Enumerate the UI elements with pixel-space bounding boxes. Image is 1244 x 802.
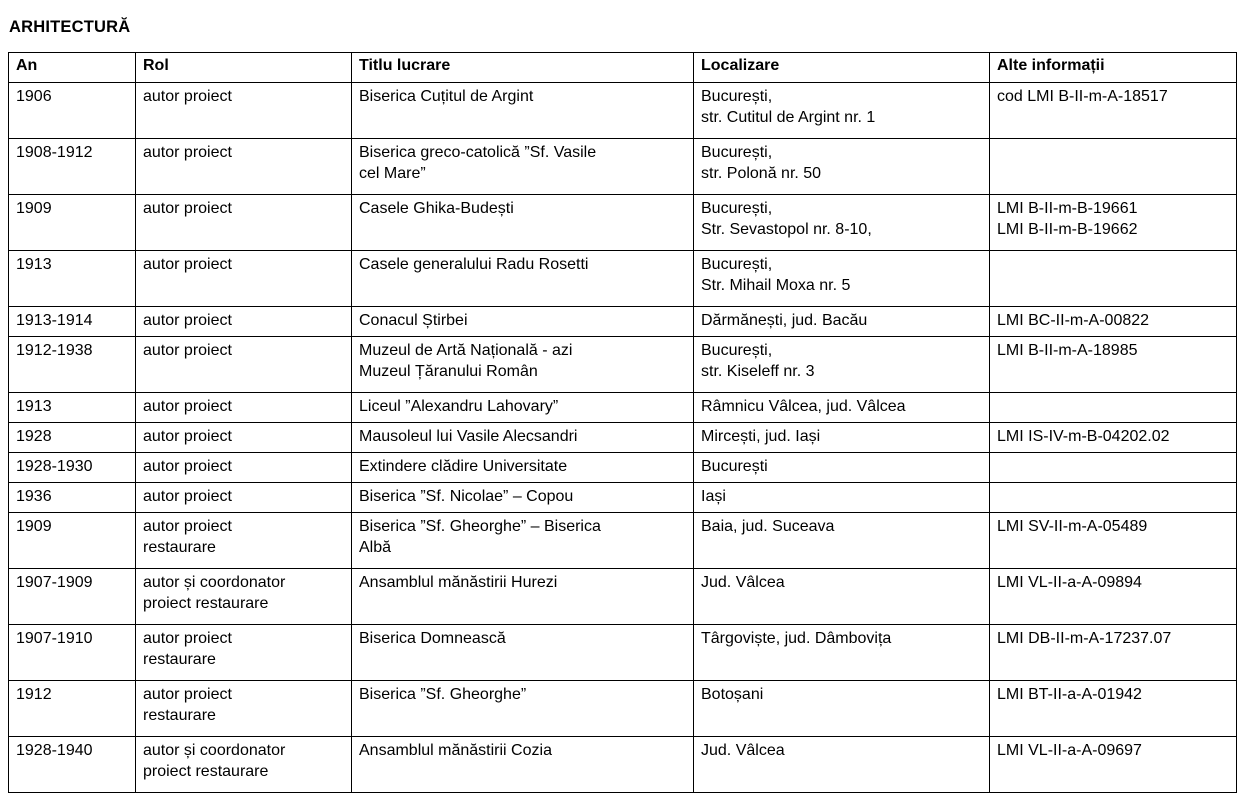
cell-alte bbox=[990, 83, 1237, 139]
cell-titlu bbox=[352, 393, 694, 423]
cell-line: proiect restaurare bbox=[143, 763, 269, 780]
table-row bbox=[9, 393, 1237, 423]
cell-alte bbox=[990, 337, 1237, 393]
table-row bbox=[9, 625, 1237, 681]
cell-rol bbox=[136, 681, 352, 737]
cell-an bbox=[9, 337, 136, 393]
cell-line: LMI BT-II-a-A-01942 bbox=[997, 686, 1142, 703]
cell-line: restaurare bbox=[143, 651, 216, 668]
cell-an bbox=[9, 453, 136, 483]
cell-line: LMI VL-II-a-A-09697 bbox=[997, 742, 1142, 759]
cell-line: LMI BC-II-m-A-00822 bbox=[997, 312, 1150, 329]
cell-titlu bbox=[352, 307, 694, 337]
cell-alte bbox=[990, 513, 1237, 569]
column-header-an: An bbox=[9, 53, 136, 83]
cell-line: Jud. Vâlcea bbox=[701, 574, 785, 591]
cell-line: autor proiect bbox=[143, 88, 232, 105]
cell-alte bbox=[990, 423, 1237, 453]
cell-titlu bbox=[352, 83, 694, 139]
column-header-titlu: Titlu lucrare bbox=[352, 53, 694, 83]
cell-line: 1907-1909 bbox=[16, 574, 93, 591]
cell-line: Casele generalului Radu Rosetti bbox=[359, 256, 589, 273]
cell-an bbox=[9, 513, 136, 569]
cell-an bbox=[9, 83, 136, 139]
cell-line: 1913 bbox=[16, 256, 52, 273]
cell-line: 1928-1930 bbox=[16, 458, 93, 475]
cell-an bbox=[9, 195, 136, 251]
cell-localizare bbox=[694, 337, 990, 393]
cell-localizare bbox=[694, 83, 990, 139]
cell-line: autor proiect bbox=[143, 428, 232, 445]
cell-localizare bbox=[694, 513, 990, 569]
cell-titlu bbox=[352, 453, 694, 483]
cell-line: 1936 bbox=[16, 488, 52, 505]
cell-an bbox=[9, 737, 136, 793]
cell-an bbox=[9, 569, 136, 625]
cell-line: 1913 bbox=[16, 398, 52, 415]
table-row bbox=[9, 453, 1237, 483]
cell-line: Târgoviște, jud. Dâmbovița bbox=[701, 630, 892, 647]
cell-localizare bbox=[694, 139, 990, 195]
cell-line: autor proiect bbox=[143, 488, 232, 505]
cell-alte bbox=[990, 195, 1237, 251]
cell-alte bbox=[990, 737, 1237, 793]
cell-alte bbox=[990, 393, 1237, 423]
cell-alte bbox=[990, 625, 1237, 681]
cell-line: 1908-1912 bbox=[16, 144, 93, 161]
cell-line: LMI SV-II-m-A-05489 bbox=[997, 518, 1148, 535]
cell-line: București, bbox=[701, 200, 773, 217]
cell-line: 1909 bbox=[16, 518, 52, 535]
cell-localizare bbox=[694, 681, 990, 737]
cell-line: Ansamblul mănăstirii Cozia bbox=[359, 742, 552, 759]
cell-line: București bbox=[701, 458, 768, 475]
cell-line: Botoșani bbox=[701, 686, 764, 703]
cell-line: Str. Mihail Moxa nr. 5 bbox=[701, 277, 851, 294]
cell-rol bbox=[136, 453, 352, 483]
cell-line: 1912-1938 bbox=[16, 342, 93, 359]
cell-line: 1907-1910 bbox=[16, 630, 93, 647]
cell-line: LMI IS-IV-m-B-04202.02 bbox=[997, 428, 1170, 445]
cell-titlu bbox=[352, 513, 694, 569]
cell-rol bbox=[136, 569, 352, 625]
cell-line: București, bbox=[701, 88, 773, 105]
cell-line: Iași bbox=[701, 488, 726, 505]
cell-line: cel Mare” bbox=[359, 165, 426, 182]
cell-alte bbox=[990, 483, 1237, 513]
cell-line: 1906 bbox=[16, 88, 52, 105]
cell-line: Muzeul Țăranului Român bbox=[359, 363, 538, 380]
cell-an bbox=[9, 625, 136, 681]
cell-line: Baia, jud. Suceava bbox=[701, 518, 835, 535]
cell-localizare bbox=[694, 423, 990, 453]
cell-alte bbox=[990, 139, 1237, 195]
cell-rol bbox=[136, 737, 352, 793]
cell-line: LMI B-II-m-B-19661 bbox=[997, 200, 1138, 217]
cell-line: autor și coordonator bbox=[143, 742, 286, 759]
table-body bbox=[9, 83, 1237, 793]
cell-an bbox=[9, 483, 136, 513]
table-row bbox=[9, 195, 1237, 251]
cell-line: autor proiect bbox=[143, 312, 232, 329]
cell-line: LMI B-II-m-A-18985 bbox=[997, 342, 1138, 359]
cell-titlu bbox=[352, 251, 694, 307]
cell-line: proiect restaurare bbox=[143, 595, 269, 612]
cell-line: autor proiect bbox=[143, 686, 232, 703]
cell-line: Liceul ”Alexandru Lahovary” bbox=[359, 398, 559, 415]
cell-rol bbox=[136, 83, 352, 139]
cell-rol bbox=[136, 393, 352, 423]
cell-localizare bbox=[694, 483, 990, 513]
cell-localizare bbox=[694, 625, 990, 681]
cell-line: Biserica greco-catolică ”Sf. Vasile bbox=[359, 144, 597, 161]
cell-titlu bbox=[352, 337, 694, 393]
cell-line: autor proiect bbox=[143, 518, 232, 535]
cell-line: str. Kiseleff nr. 3 bbox=[701, 363, 815, 380]
cell-line: Mausoleul lui Vasile Alecsandri bbox=[359, 428, 578, 445]
cell-line: Albă bbox=[359, 539, 392, 556]
cell-line: autor proiect bbox=[143, 398, 232, 415]
cell-an bbox=[9, 251, 136, 307]
cell-localizare bbox=[694, 393, 990, 423]
cell-line: autor proiect bbox=[143, 256, 232, 273]
cell-titlu bbox=[352, 139, 694, 195]
cell-titlu bbox=[352, 195, 694, 251]
cell-an bbox=[9, 393, 136, 423]
cell-line: 1909 bbox=[16, 200, 52, 217]
column-header-alte: Alte informații bbox=[990, 53, 1237, 83]
cell-localizare bbox=[694, 453, 990, 483]
cell-localizare bbox=[694, 251, 990, 307]
cell-line: Muzeul de Artă Națională - azi bbox=[359, 342, 573, 359]
table-header-row bbox=[9, 53, 1237, 83]
cell-line: București, bbox=[701, 256, 773, 273]
cell-localizare bbox=[694, 195, 990, 251]
cell-line: Biserica ”Sf. Gheorghe” bbox=[359, 686, 527, 703]
cell-alte bbox=[990, 681, 1237, 737]
cell-line: Casele Ghika-Budești bbox=[359, 200, 514, 217]
cell-line: LMI DB-II-m-A-17237.07 bbox=[997, 630, 1172, 647]
page-title: ARHITECTURĂ bbox=[9, 18, 131, 37]
cell-line: Biserica ”Sf. Nicolae” – Copou bbox=[359, 488, 574, 505]
cell-line: 1913-1914 bbox=[16, 312, 93, 329]
table-row bbox=[9, 513, 1237, 569]
cell-an bbox=[9, 681, 136, 737]
cell-alte bbox=[990, 569, 1237, 625]
cell-titlu bbox=[352, 625, 694, 681]
cell-rol bbox=[136, 307, 352, 337]
cell-rol bbox=[136, 139, 352, 195]
cell-localizare bbox=[694, 569, 990, 625]
cell-line: restaurare bbox=[143, 707, 216, 724]
cell-line: autor proiect bbox=[143, 342, 232, 359]
column-header-rol: Rol bbox=[136, 53, 352, 83]
cell-line: Biserica ”Sf. Gheorghe” – Biserica bbox=[359, 518, 601, 535]
cell-line: Mircești, jud. Iași bbox=[701, 428, 821, 445]
table-row bbox=[9, 569, 1237, 625]
cell-line: București, bbox=[701, 144, 773, 161]
cell-line: Extindere clădire Universitate bbox=[359, 458, 568, 475]
cell-line: Conacul Știrbei bbox=[359, 312, 468, 329]
cell-titlu bbox=[352, 737, 694, 793]
cell-line: Dărmănești, jud. Bacău bbox=[701, 312, 868, 329]
cell-titlu bbox=[352, 483, 694, 513]
table-row bbox=[9, 83, 1237, 139]
cell-line: Str. Sevastopol nr. 8-10, bbox=[701, 221, 872, 238]
table-row bbox=[9, 307, 1237, 337]
cell-rol bbox=[136, 337, 352, 393]
arhitectura-table bbox=[8, 52, 1237, 793]
cell-rol bbox=[136, 423, 352, 453]
cell-line: Biserica Cuțitul de Argint bbox=[359, 88, 534, 105]
cell-line: autor proiect bbox=[143, 200, 232, 217]
cell-rol bbox=[136, 625, 352, 681]
cell-line: autor proiect bbox=[143, 458, 232, 475]
cell-line: București, bbox=[701, 342, 773, 359]
cell-line: autor proiect bbox=[143, 630, 232, 647]
cell-titlu bbox=[352, 681, 694, 737]
table-row bbox=[9, 483, 1237, 513]
column-header-localizare: Localizare bbox=[694, 53, 990, 83]
cell-rol bbox=[136, 483, 352, 513]
cell-line: LMI VL-II-a-A-09894 bbox=[997, 574, 1142, 591]
cell-line: 1928 bbox=[16, 428, 52, 445]
table-row bbox=[9, 139, 1237, 195]
table-container bbox=[8, 52, 1236, 793]
cell-line: autor și coordonator bbox=[143, 574, 286, 591]
cell-line: str. Cutitul de Argint nr. 1 bbox=[701, 109, 876, 126]
cell-line: str. Polonă nr. 50 bbox=[701, 165, 822, 182]
table-row bbox=[9, 681, 1237, 737]
cell-alte bbox=[990, 453, 1237, 483]
cell-rol bbox=[136, 513, 352, 569]
cell-line: 1928-1940 bbox=[16, 742, 93, 759]
cell-rol bbox=[136, 195, 352, 251]
cell-an bbox=[9, 423, 136, 453]
cell-rol bbox=[136, 251, 352, 307]
cell-line: restaurare bbox=[143, 539, 216, 556]
cell-titlu bbox=[352, 569, 694, 625]
cell-alte bbox=[990, 251, 1237, 307]
table-row bbox=[9, 337, 1237, 393]
cell-line: autor proiect bbox=[143, 144, 232, 161]
cell-localizare bbox=[694, 307, 990, 337]
cell-line: Biserica Domnească bbox=[359, 630, 506, 647]
cell-line: Ansamblul mănăstirii Hurezi bbox=[359, 574, 558, 591]
cell-line: LMI B-II-m-B-19662 bbox=[997, 221, 1138, 238]
cell-an bbox=[9, 139, 136, 195]
table-row bbox=[9, 423, 1237, 453]
cell-titlu bbox=[352, 423, 694, 453]
table-row bbox=[9, 737, 1237, 793]
cell-line: cod LMI B-II-m-A-18517 bbox=[997, 88, 1168, 105]
cell-line: Jud. Vâlcea bbox=[701, 742, 785, 759]
table-header bbox=[9, 53, 1237, 83]
table-row bbox=[9, 251, 1237, 307]
cell-an bbox=[9, 307, 136, 337]
cell-line: Râmnicu Vâlcea, jud. Vâlcea bbox=[701, 398, 906, 415]
cell-alte bbox=[990, 307, 1237, 337]
cell-line: 1912 bbox=[16, 686, 52, 703]
cell-localizare bbox=[694, 737, 990, 793]
